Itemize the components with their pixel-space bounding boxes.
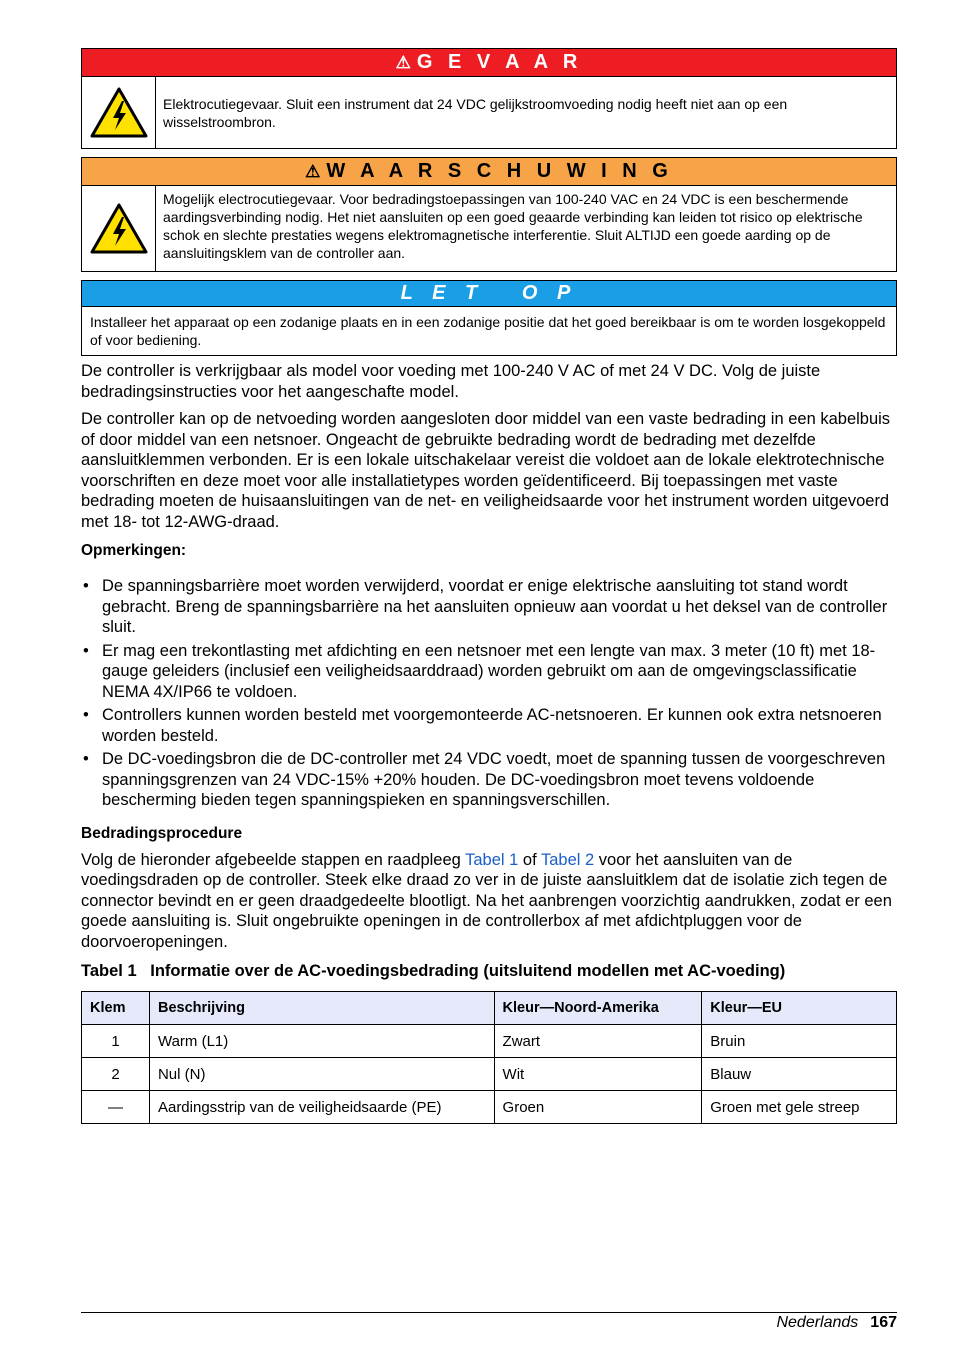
danger-header <box>82 49 896 77</box>
electrical-hazard-icon <box>82 77 156 148</box>
warning-title: W A A R S C H U W I N G <box>326 160 673 182</box>
warning-header <box>82 158 896 186</box>
header-klem: Klem <box>82 992 150 1025</box>
table-cell: — <box>82 1091 150 1124</box>
list-item: • De DC-voedingsbron die de DC-controller met 24 VDC voedt, moet de spanning tussen de voorgeschreven spanningsgrenzen van 24 VDC-15% +20% houden. De DC-voedingsbron moet tevens voldoende bescherming bieden tegen spanningspieken en spanningsverschillen. <box>81 749 897 811</box>
danger-text: Elektrocutiegevaar. Sluit een instrument dat 24 VDC gelijkstroomvoeding nodig heeft niet aan op een wisselstroombron. <box>163 96 788 130</box>
list-item: • Er mag een trekontlasting met afdichting en een netsnoer met een lengte van max. 3 meter (10 ft) met 18-gauge geleiders (inclusief een veiligheidsaarddraad) worden gebruikt om aan de omgevingsclassificatie NEMA 4X/IP66 te voldoen. <box>81 641 897 703</box>
table-cell: 2 <box>82 1058 150 1091</box>
table-cell: Groen met gele streep <box>702 1091 897 1124</box>
procedure-paragraph <box>81 850 897 953</box>
footer-language: Nederlands <box>776 1314 859 1331</box>
electrical-hazard-icon <box>82 186 156 271</box>
table-row <box>82 1091 897 1124</box>
page-footer <box>81 1312 897 1332</box>
table-cell: Aardingsstrip van de veiligheidsaarde (PE) <box>149 1091 494 1124</box>
notice-text: Installeer het apparaat op een zodanige plaats en in een zodanige positie dat het goed bereikbaar is om te worden losgekoppeld of voor bediening. <box>90 314 886 348</box>
list-item: • Controllers kunnen worden besteld met voorgemonteerde AC-netsnoeren. Er kunnen ook extra netsnoeren worden besteld. <box>81 705 897 746</box>
warning-triangle-icon: ⚠ <box>305 161 321 181</box>
header-beschrijving: Beschrijving <box>149 992 494 1025</box>
header-kleur-na: Kleur—Noord-Amerika <box>494 992 702 1025</box>
procedure-text: Volg de hieronder afgebeelde stappen en raadpleeg <box>81 850 466 869</box>
warning-triangle-icon: ⚠ <box>395 52 411 72</box>
warning-alert <box>81 157 897 272</box>
procedure-heading: Bedradingsprocedure <box>81 824 243 842</box>
table-row <box>82 1058 897 1091</box>
notice-alert <box>81 280 897 356</box>
link-tabel-1[interactable]: Tabel 1 <box>465 850 519 869</box>
table-caption-text: Informatie over de AC-voedingsbedrading (uitsluitend modellen met AC-voeding) <box>150 962 786 980</box>
danger-alert <box>81 48 897 149</box>
table-row <box>82 1025 897 1058</box>
warning-text: Mogelijk electrocutiegevaar. Voor bedradingstoepassingen van 100-240 VAC en 24 VDC is een beschermende aardingsverbinding nodig. Het niet aansluiten op een goed geaarde verbinding kan leiden tot risico op elektrische schok en slechte prestaties wegens elektromagnetische interferentie. Sluit ALTIJD een goede aarding op de aansluitingsklem van de controller aan. <box>163 191 863 261</box>
table-cell: Zwart <box>494 1025 702 1058</box>
table-cell: Nul (N) <box>149 1058 494 1091</box>
page-number: 167 <box>870 1314 897 1331</box>
procedure-text: voor het aansluiten van de voedingsdraden op de controller. Steek elke draad zo ver in de juiste aansluitklem dat de isolatie zich tegen de connector bevindt en er geen draadgedeelte blootligt. Na het aanbrengen voorzichtig aandrukken, zodat er een goede aansluiting is. Sluit ongebruikte openingen in de controllerbox af met afdichtpluggen voor de doorvoeropeningen. <box>81 850 892 951</box>
table-header-row <box>82 992 897 1025</box>
danger-body <box>82 77 896 148</box>
header-kleur-eu: Kleur—EU <box>702 992 897 1025</box>
notice-header <box>82 281 896 307</box>
table-cell: Warm (L1) <box>149 1025 494 1058</box>
link-tabel-2[interactable]: Tabel 2 <box>540 850 595 869</box>
warning-body <box>82 186 896 271</box>
paragraph-wiring: De controller kan op de netvoeding worden aangesloten door middel van een vaste bedrading in een kabelbuis of door middel van een netsnoer. Ongeacht de gebruikte bedrading wordt de bedrading met dezelfde aansluitklemmen verbonden. Er is een lokale uitschakelaar vereist die voldoet aan de lokale elektrotechnische voorschriften en deze moet voor alle installatietypes worden geïdentificeerd. Bij toepassingen met vaste bedrading moeten de huisaansluitingen van de net- en veiligheidsaarde voor het instrument worden uitgevoerd met 18- tot 12-AWG-draad. <box>81 410 891 531</box>
page-content <box>81 48 897 1124</box>
notes-heading: Opmerkingen: <box>81 542 187 559</box>
ac-wiring-table <box>81 991 897 1124</box>
table-caption-number: Tabel 1 <box>81 962 137 980</box>
procedure-text: of <box>518 850 541 869</box>
notes-list <box>81 576 897 811</box>
paragraph-models: De controller is verkrijgbaar als model voor voeding met 100-240 V AC of met 24 V DC. Volg de juiste bedradingsinstructies voor het aangeschafte model. <box>81 362 821 401</box>
danger-title: G E V A A R <box>416 51 583 73</box>
table-cell: 1 <box>82 1025 150 1058</box>
notice-title: L E T O P <box>400 282 578 304</box>
table-cell: Blauw <box>702 1058 897 1091</box>
table-caption <box>81 962 897 981</box>
table-cell: Bruin <box>702 1025 897 1058</box>
table-cell: Wit <box>494 1058 702 1091</box>
table-cell: Groen <box>494 1091 702 1124</box>
list-item: • De spanningsbarrière moet worden verwijderd, voordat er enige elektrische aansluiting tot stand wordt gebracht. Breng de spanningsbarrière na het aansluiten opnieuw aan voordat u het deksel van de controller sluit. <box>81 576 897 638</box>
